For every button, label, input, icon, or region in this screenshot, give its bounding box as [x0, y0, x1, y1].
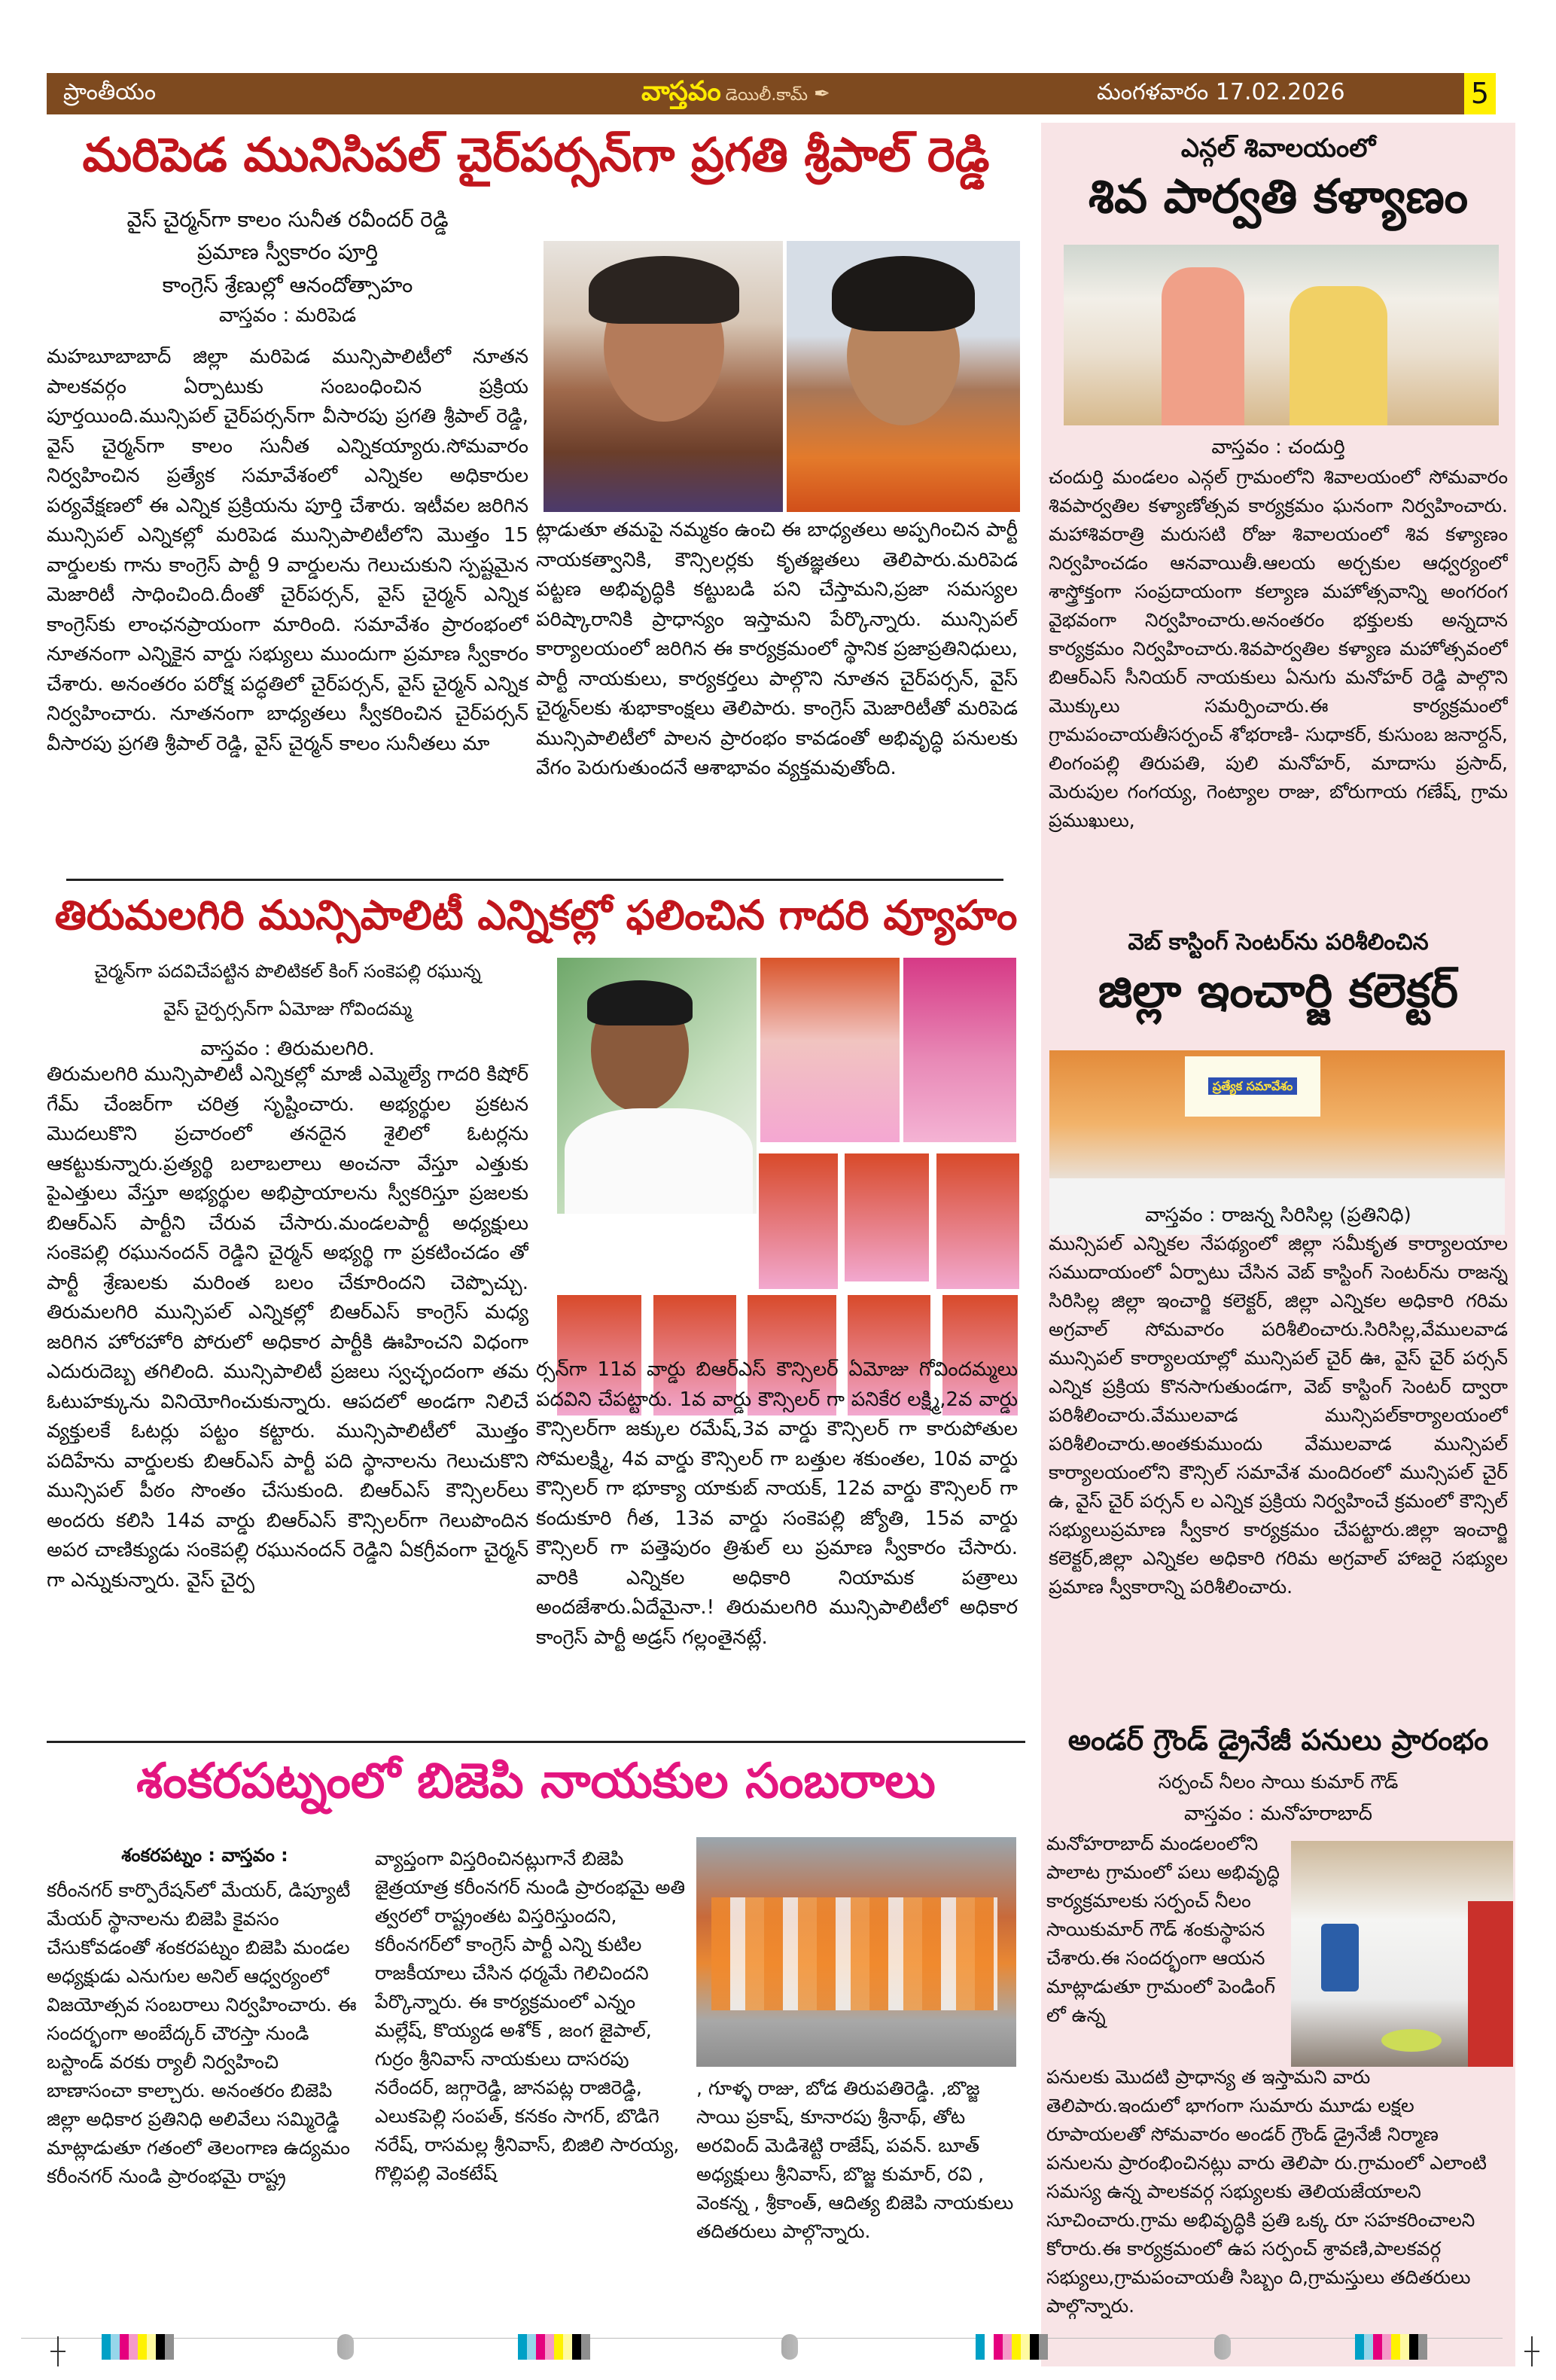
article1-headline: మరిపెడ మునిసిపల్ చైర్‌పర్సన్‌గా ప్రగతి శ్రీపాల్ రెడ్డి [82, 127, 990, 182]
article3-body-col3: , గూళ్ళ రాజు, బోడ తిరుపతిరెడ్డి. ,బొజ్జ సాయి ప్రకాష్, కూనారపు శ్రీనాథ్, తోట అరవింద్ మెడిశెట్టి రాజేష్, పవన్. బూత్ అధ్యక్షులు శ్రీనివాస్, బొజ్జ కుమార్, రవి , వెంకన్న , శ్రీకాంత్, ఆదిత్య బిజెపి నాయకులు తదితరులు పాల్గొన్నారు. [696, 2077, 1014, 2242]
article2-body-col2: ర్సన్‌గా 11వ వార్డు బిఆర్ఎస్ కౌన్సిలర్ ఏమోజు గోవిందమ్మలు పదవిని చేపట్టారు. 1వ వార్డు కౌన్సిలర్ గా పనికేర లక్ష్మి,2వ వార్డు కౌన్సిలర్‌గా జక్కుల రమేష్,3వ వార్డు కౌన్సిలర్ గా కారుపోతుల సోమలక్ష్మి, 4వ వార్డు కౌన్సిలర్ గా బత్తుల శకుంతల, 10వ వార్డు కౌన్సిలర్ గా భూక్యా యాకుబ్ నాయక్, 12వ వార్డు కౌన్సిలర్ గా కందుకూరి గీత, 13వ వార్డు సంకెపల్లి జ్యోతి, 15వ వార్డు కౌన్సిలర్ గా పత్తెపురం త్రిశుల్ లు ప్రమాణ స్వీకారం చేసారు. వారికి ఎన్నికల అధికారి నియామక పత్రాలు అందజేశారు.ఏదేమైనా.! తిరుమలగిరి మున్సిపాలిటీలో అధికార కాంగ్రెస్ పార్టీ అడ్రస్ గల్లంతైనట్లే. [536, 1358, 1018, 1649]
sidebar-story1-body: చందుర్తి మండలం ఎన్గల్ గ్రామంలోని శివాలయంలో సోమవారం శివపార్వతిల కళ్యాణోత్సవ కార్యక్రమం ఘనంగా నిర్వహించారు. మహాశివరాత్రి మరుసటి రోజు శివాలయంలో శివ కళ్యాణం నిర్వహించడం ఆనవాయితీ.ఆలయ అర్చకుల ఆధ్వర్యంలో శాస్త్రోక్తంగా సంప్రదాయంగా కల్యాణ మహోత్సవాన్ని అంగరంగ వైభవంగా నిర్వహించారు.అనంతరం భక్తులకు అన్నదాన కార్యక్రమం నిర్వహించారు.శివపార్వతిల కళ్యాణ మహోత్సవంలో బిఆర్ఎస్ సీనియర్ నాయకులు ఏనుగు మనోహర్ రెడ్డి పాల్గొని మొక్కులు సమర్పించారు.ఈ కార్యక్రమంలో గ్రామపంచాయతీసర్పంచ్ శోభరాణి- సుధాకర్, కుసుంబ జనార్దన్, లింగంపల్లి తిరుపతి, పులి మనోహర్, మాదాసు ప్రసాద్, మెరుపుల గంగయ్య, గెంట్యాల రాజు, బోరుగాయ గణేష్, గ్రామ ప్రముఖులు, [1049, 466, 1508, 831]
article2-body-col1: తిరుమలగిరి మున్సిపాలిటీ ఎన్నికల్లో మాజీ ఎమ్మెల్యే గాదరి కిషోర్ గేమ్ చేంజర్‌గా చరిత్ర సృష్టించారు. అభ్యర్థుల ప్రకటన మొదలుకొని ప్రచారంలో తనదైన శైలిలో ఓటర్లను ఆకట్టుకున్నారు.ప్రత్యర్థి బలాబలాలు అంచనా వేస్తూ ఎత్తుకు పైఎత్తులు వేస్తూ అభ్యర్థుల అభిప్రాయాలను స్వీకరిస్తూ ప్రజలకు బిఆర్ఎస్ పార్టీని చేరువ చేసారు.మండలపార్టీ అధ్యక్షులు సంకెపల్లి రఘునందన్ రెడ్డిని చైర్మన్ అభ్యర్థి గా ప్రకటించడం తో పార్టీ శ్రేణులకు మరింత బలం చేకూరిందని చెప్పొచ్చు. తిరుమలగిరి మున్సిపల్ ఎన్నికల్లో బిఆర్ఎస్ కాంగ్రెస్ మధ్య జరిగిన హోరహోరి పోరులో అధికార పార్టీకి ఊహించని విధంగా ఎదురుదెబ్బ తగిలింది. మున్సిపాలిటీ ప్రజలు స్వచ్ఛందంగా తమ ఓటుహక్కును వినియోగించుకున్నారు. ఆపదలో అండగా నిలిచే వ్యక్తులకే ఓటర్లు పట్టం కట్టారు. మున్సిపాలిటీలో మొత్తం పదిహేను వార్డులకు బిఆర్ఎస్ పార్టీ పది స్థానాలను గెలుచుకొని మున్సిపల్ పీఠం సొంతం చేసుకుంది. బిఆర్ఎస్ కౌన్సిలర్‌లు అందరు కలిసి 14వ వార్డు బిఆర్ఎస్ కౌన్సిలర్‌గా గెలుపొందిన అపర చాణిక్యుడు సంకెపల్లి రఘునందన్ రెడ్డిని ఏకగ్రీవంగా చైర్మన్ గా ఎన్నుకున్నారు. వైస్ చైర్ప [47, 1063, 528, 1592]
sidebar-story3-body: పనులకు మొదటి ప్రాధాన్య త ఇస్తామని వారు తెలిపారు.ఇందులో భాగంగా సుమారు మూడు లక్షల రూపాయలతో సోమవారం అండర్ గ్రౌండ్ డ్రైనేజీ నిర్మాణ పనులను ప్రారంభించినట్లు వారు తెలిపా రు.గ్రామంలో ఎలాంటి సమస్య ఉన్న పాలకవర్గ సభ్యులకు తెలియజేయాలని సూచించారు.గ్రామ అభివృద్ధికి ప్రతి ఒక్క రూ సహకరించాలని కోరారు.ఈ కార్యక్రమంలో ఉప సర్పంచ్ శ్రావణి,పాలకవర్గ సభ్యులు,గ్రామపంచాయతీ సిబ్బం ది,గ్రామస్తులు తదితరులు పాల్గొన్నారు. [1046, 2066, 1487, 2317]
pen-nib-icon: ✒ [813, 83, 830, 105]
article1-subheads [47, 203, 528, 331]
article1-body-col1: మహబూబాబాద్ జిల్లా మరిపెడ మున్సిపాలిటీలో నూతన పాలకవర్గం ఏర్పాటుకు సంబంధించిన ప్రక్రియ పూర్తయింది.మున్సిపల్ చైర్‌పర్సన్‌గా వీసారపు ప్రగతి శ్రీపాల్ రెడ్డి, వైస్ చైర్మన్‌గా కాలం సునీత ఎన్నికయ్యారు.సోమవారం నిర్వహించిన ప్రత్యేక సమావేశంలో ఎన్నికల అధికారుల పర్యవేక్షణలో ఈ ఎన్నిక ప్రక్రియను పూర్తి చేశారు. ఇటీవల జరిగిన మున్సిపల్ ఎన్నికల్లో మరిపెడ మున్సిపాలిటీలోని మొత్తం 15 వార్డులకు గాను కాంగ్రెస్ పార్టీ 9 వార్డులను గెలుచుకుని స్పష్టమైన మెజారిటీ సాధించింది.దీంతో చైర్‌పర్సన్, వైస్ చైర్మన్ ఎన్నిక కాంగ్రెస్‌కు లాంఛనప్రాయంగా మారింది. సమావేశం ప్రారంభంలో నూతనంగా ఎన్నికైన వార్డు సభ్యులు ముందుగా ప్రమాణ స్వీకారం చేశారు. అనంతరం పరోక్ష పద్ధతిలో చైర్‌పర్సన్, వైస్ చైర్మన్ ఎన్నిక నిర్వహించారు. నూతనంగా బాధ్యతలు స్వీకరించిన చైర్‌పర్సన్ వీసారపు ప్రగతి శ్రీపాల్ రెడ్డి, వైస్ చైర్మన్ కాలం సునీతలు మా [47, 346, 528, 755]
section-label: ప్రాంతీయం [63, 79, 157, 105]
registration-oval-icon [1214, 2334, 1231, 2360]
registration-mark-icon [50, 2336, 65, 2366]
article2-subhead: వైస్ చైర్పర్సన్‌గా ఏమోజు గోవిందమ్మ [163, 998, 413, 1020]
registration-oval-icon [337, 2334, 354, 2360]
article1-subhead: ప్రమాణ స్వీకారం పూర్తి [197, 239, 378, 265]
swatch-black [156, 2334, 165, 2360]
swatch-gray [1418, 2334, 1427, 2360]
sidebar-story3-photo [1291, 1841, 1513, 2067]
swatch-yellow [554, 2334, 563, 2360]
color-calibration-strip [1355, 2334, 1427, 2372]
swatch-yellow [1012, 2334, 1021, 2360]
sidebar-story2-body: మున్సిపల్ ఎన్నికల నేపథ్యంలో జిల్లా సమీకృత కార్యాలయాల సముదాయంలో ఏర్పాటు చేసిన వెబ్ కాస్టింగ్ సెంటర్‌ను రాజన్న సిరిసిల్ల జిల్లా ఇంచార్జి కలెక్టర్, జిల్లా ఎన్నికల అధికారి గరిమ అగ్రవాల్ సోమవారం పరిశీలించారు.సిరిసిల్ల,వేములవాడ మున్సిపల్ కార్యాలయాల్లో మున్సిపల్ చైర్ ఊ, వైస్ చైర్ పర్సన్ ఎన్నిక ప్రక్రియ కొనసాగుతుండగా, వెబ్ కాస్టింగ్ సెంటర్ ద్వారా పరిశీలించారు.వేములవాడ మున్సిపల్‌కార్యాలయంలో పరిశీలించారు.అంతకుముందు వేములవాడ మున్సిపల్ కార్యాలయంలోని కౌన్సిల్ సమావేశ మందిరంలో మున్సిపల్ చైర్ ఉ, వైస్ చైర్ పర్సన్ ల ఎన్నిక ప్రక్రియ నిర్వహించే క్రమంలో కౌన్సిల్ సభ్యులుప్రమాణ స్వీకార కార్యక్రమం చేపట్టారు.జిల్లా ఇంచార్జి కలెక్టర్,జిల్లా ఎన్నికల అధికారి గరిమ అగ్రవాల్ హాజరై సభ్యుల ప్రమాణ స్వీకారాన్ని పరిశీలించారు. [1049, 1233, 1508, 1598]
article2-dateline: వాస్తవం : తిరుమలగిరి. [200, 1037, 375, 1060]
article2-photo-mla [760, 958, 900, 1142]
swatch-light-magenta [545, 2334, 554, 2360]
article2-subhead: చైర్మన్‌గా పదవిచేపట్టిన పొలిటికల్ కింగ్ సంకెపల్లి రఘున్న [94, 961, 481, 982]
sidebar-story2-dateline: వాస్తవం : రాజన్న సిరిసిల్ల (ప్రతినిధి) [1145, 1204, 1411, 1227]
councillor-photo [759, 1153, 838, 1289]
photo-banner-text: ప్రత్యేక సమావేశం [1208, 1077, 1298, 1095]
registration-oval-icon [781, 2334, 798, 2360]
article3-photo-rally [696, 1837, 1016, 2067]
swatch-light-cyan [1364, 2334, 1373, 2360]
councillor-photo [845, 1153, 929, 1281]
swatch-light-cyan [527, 2334, 536, 2360]
article1-subhead: కాంగ్రెస్ శ్రేణుల్లో ఆనందోత్సాహం [162, 272, 413, 297]
color-calibration-strip [518, 2334, 590, 2372]
swatch-cyan [1355, 2334, 1364, 2360]
swatch-gray [581, 2334, 590, 2360]
print-trim-line [21, 2338, 1503, 2339]
sidebar-story2-headline: జిల్లా ఇంచార్జి కలెక్టర్ [1098, 963, 1459, 1018]
swatch-light-magenta [1382, 2334, 1391, 2360]
sidebar-story3-subhead: సర్పంచ్ నీలం సాయి కుమార్ గౌడ్ [1158, 1771, 1399, 1793]
article2-subheads [47, 952, 528, 1069]
swatch-cyan [976, 2334, 985, 2360]
swatch-light-magenta [1003, 2334, 1012, 2360]
swatch-light-yellow [1021, 2334, 1030, 2360]
article1-photo-chairperson [787, 241, 1020, 512]
swatch-magenta [536, 2334, 545, 2360]
article1-subhead: వైస్ చైర్మన్‌గా కాలం సునీత రవీందర్ రెడ్డి [126, 207, 449, 232]
registration-mark-icon [1524, 2336, 1539, 2366]
masthead [47, 73, 1496, 114]
article1-photo-vice-chairman [544, 241, 783, 512]
article1-body-col2: ట్లాడుతూ తమపై నమ్మకం ఉంచి ఈ బాధ్యతలు అప్పగించిన పార్టీ నాయకత్వానికి, కౌన్సిలర్లకు కృతజ్ఞతలు తెలిపారు.మరిపెడ పట్టణ అభివృద్ధికి కట్టుబడి పని చేస్తామని,ప్రజా సమస్యల పరిష్కారానికి ప్రాధాన్యం ఇస్తామని పేర్కొన్నారు. మున్సిపల్ కార్యాలయంలో జరిగిన ఈ కార్యక్రమంలో స్థానిక ప్రజాప్రతినిధులు, పార్టీ నాయకులు, కార్యకర్తలు పాల్గొని నూతన చైర్‌పర్సన్, వైస్ చైర్మన్‌లకు శుభాకాంక్షలు తెలిపారు. కాంగ్రెస్ మెజారిటీతో మరిపెడ మున్సిపాలిటీలో పాలన ప్రారంభం కావడంతో అభివృద్ధి పనులకు వేగం పెరుగుతుందనే ఆశాభావం వ్యక్తమవుతోంది. [536, 519, 1018, 780]
color-calibration-strip [976, 2334, 1048, 2372]
sidebar-story3-headline: అండర్ గ్రౌండ్ డ్రైనేజీ పనులు ప్రారంభం [1067, 1723, 1489, 1757]
swatch-light-cyan [111, 2334, 120, 2360]
swatch-cyan [518, 2334, 527, 2360]
section-divider [66, 879, 1003, 881]
article3-body-col1: కరీంనగర్ కార్పొరేషన్‌లో మేయర్, డిప్యూటీ మేయర్ స్థానాలను బిజెపి కైవసం చేసుకోవడంతో శంకరపట్నం బిజెపి మండల అధ్యక్షుడు ఎనుగుల అనిల్ ఆధ్వర్యంలో విజయోత్సవ సంబరాలు నిర్వహించారు. ఈ సందర్భంగా అంబేద్కర్ చౌరస్తా నుండి బస్టాండ్ వరకు ర్యాలీ నిర్వహించి బాణాసంచా కాల్చారు. అనంతరం బిజెపి జిల్లా అధికార ప్రతినిధి అలివేలు సమ్మిరెడ్డి మాట్లాడుతూ గతంలో తెలంగాణ ఉద్యమం కరీంనగర్ నుండి ప్రారంభమై రాష్ట్ర [47, 1879, 357, 2187]
swatch-blank [985, 2334, 994, 2360]
brand-subtitle: డెయిలీ.కామ్ [725, 86, 808, 105]
swatch-cyan [102, 2334, 111, 2360]
sidebar-story3-body-wrap: మనోహరాబాద్ మండలంలోని పాలాట గ్రామంలో పలు అభివృద్ధి కార్యక్రమాలకు సర్పంచ్ నీలం సాయికుమార్ గౌడ్ శంకుస్థాపన చేశారు.ఈ సందర్భంగా ఆయన మాట్లాడుతూ గ్రామంలో పెండింగ్ లో ఉన్న [1046, 1833, 1280, 2026]
swatch-light-yellow [563, 2334, 572, 2360]
sidebar-story1-kicker: ఎన్గల్ శివాలయంలో [1180, 133, 1376, 163]
swatch-magenta [994, 2334, 1003, 2360]
swatch-light-yellow [1400, 2334, 1409, 2360]
article2-headline: తిరుమలగిరి మున్సిపాలిటీ ఎన్నికల్లో ఫలించిన గాదరి వ్యూహం [54, 891, 1018, 939]
swatch-black [1409, 2334, 1418, 2360]
sidebar-story3-dateline: వాస్తవం : మనోహరాబాద్ [1184, 1803, 1372, 1825]
section-divider [47, 1741, 1025, 1743]
swatch-gray [1039, 2334, 1048, 2360]
swatch-magenta [1373, 2334, 1382, 2360]
sidebar-story1-photo [1064, 245, 1499, 425]
swatch-light-yellow [147, 2334, 156, 2360]
swatch-gray [165, 2334, 174, 2360]
councillor-photo [936, 1153, 1019, 1289]
page-number: 5 [1464, 73, 1496, 114]
sidebar-story2-kicker: వెబ్ కాస్టింగ్ సెంటర్‌ను పరిశీలించిన [1128, 929, 1429, 955]
swatch-yellow [1391, 2334, 1400, 2360]
article3-headline: శంకరపట్నంలో బిజెపి నాయకుల సంబరాలు [136, 1754, 936, 1809]
issue-date: మంగళవారం 17.02.2026 [1097, 79, 1345, 105]
brand-logo [641, 76, 830, 114]
article3-dateline: శంకరపట్నం : వాస్తవం : [121, 1845, 288, 1866]
sidebar-story1-dateline: వాస్తవం : చందుర్తి [1211, 436, 1345, 459]
article1-dateline: వాస్తవం : మరిపెడ [218, 304, 357, 328]
swatch-magenta [120, 2334, 129, 2360]
article3-body-col2: వ్యాప్తంగా విస్తరించినట్లుగానే బిజెపి జైత్రయాత్ర కరీంనగర్ నుండి ప్రారంభమై అతి త్వరలో రాష్ట్రంతట విస్తరిస్తుందని, కరీంనగర్‌లో కాంగ్రెస్ పార్టీ ఎన్ని కుటిల రాజకీయాలు చేసిన ధర్మమే గెలిచిందని పేర్కొన్నారు. ఈ కార్యక్రమంలో ఎన్నం మల్లేష్, కొయ్యడ అశోక్ , జంగ జైపాల్, గుర్రం శ్రీనివాస్ నాయకులు దాసరపు నరేందర్, జగ్గారెడ్డి, జానపట్ల రాజిరెడ్డి, ఎలుకపెల్లి సంపత్, కనకం సాగర్, బొడిగె నరేష్, రాసమల్ల శ్రీనివాస్, బిజిలి సారయ్య, గొల్లిపల్లి వెంకటేష్ [375, 1848, 686, 2184]
brand-name: వాస్తవం [641, 76, 721, 107]
sidebar-story1-headline: శివ పార్వతి కళ్యాణం [1088, 169, 1469, 224]
swatch-yellow [138, 2334, 147, 2360]
color-calibration-strip [102, 2334, 174, 2372]
article2-photo-chairman [557, 958, 757, 1214]
swatch-black [1030, 2334, 1039, 2360]
swatch-light-magenta [129, 2334, 138, 2360]
article2-photo-vice-chairperson [903, 958, 1016, 1142]
swatch-black [572, 2334, 581, 2360]
